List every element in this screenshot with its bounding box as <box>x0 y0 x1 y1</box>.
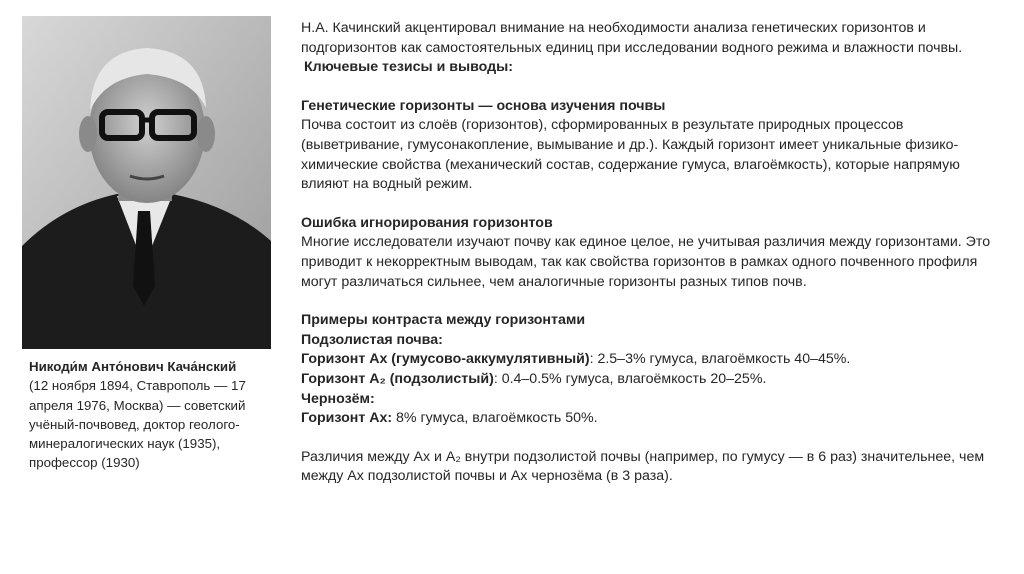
caption-details: (12 ноября 1894, Ставрополь — 17 апреля 1976, Москва) — советский учёный-почвовед, доктор геолого-минералогических наук (1935), профессор (1930) <box>29 378 246 471</box>
section3-heading: Примеры контраста между горизонтами <box>301 312 586 329</box>
chernozem-ax-label: Горизонт Ах: <box>301 410 393 427</box>
soil2-label: Чернозём: <box>301 390 375 407</box>
theses-heading: Ключевые тезисы и выводы: <box>304 59 513 76</box>
main-text <box>301 19 1001 487</box>
horizon-ax-value: : 2.5–3% гумуса, влагоёмкость 40–45%. <box>589 351 851 368</box>
caption-name: Никоди́м Анто́нович Кача́нский <box>29 359 237 374</box>
section1-text: Почва состоит из слоёв (горизонтов), сформированных в результате природных процессов (выветривание, гумусонакопление, вымывание и др.). Каждый горизонт имеет уникальные физико-химические свойства (механический состав, содержание гумуса, влагоёмкость), которые напрямую влияют на водный режим. <box>301 117 960 193</box>
section2-heading: Ошибка игнорирования горизонтов <box>301 214 553 231</box>
horizon-a2-line <box>301 370 1001 390</box>
horizon-a2-label: Горизонт А₂ (подзолистый) <box>301 370 494 387</box>
horizon-ax-label: Горизонт Ах (гумусово-аккумулятивный) <box>301 351 590 368</box>
horizon-a2-value: : 0.4–0.5% гумуса, влагоёмкость 20–25%. <box>493 370 767 387</box>
soil1-label: Подзолистая почва: <box>301 331 443 348</box>
conclusion-paragraph: Различия между Ах и А₂ внутри подзолистой почвы (например, по гумусу — в 6 раз) значительнее, чем между Ах подзолистой почвы и Ах чернозёма (в 3 раза). <box>301 448 985 485</box>
chernozem-ax-value: 8% гумуса, влагоёмкость 50%. <box>392 410 598 427</box>
chernozem-ax-line <box>301 409 1001 429</box>
intro-paragraph: Н.А. Качинский акцентировал внимание на необходимости анализа генетических горизонтов и подгоризонтов как самостоятельных единиц при исследовании водного режима и влажности почвы. <box>301 20 963 56</box>
horizon-ax-line <box>301 350 1001 370</box>
section1-heading: Генетические горизонты — основа изучения почвы <box>301 97 666 114</box>
portrait-caption <box>29 357 274 473</box>
section2-text: Многие исследователи изучают почву как единое целое, не учитывая различия между горизонтами. Это приводит к некорректным выводам, так как свойства горизонтов в рамках одного почвенного профиля могут различаться сильнее, чем аналогичные горизонты разных типов почв. <box>301 234 991 290</box>
portrait-photo <box>22 16 271 349</box>
